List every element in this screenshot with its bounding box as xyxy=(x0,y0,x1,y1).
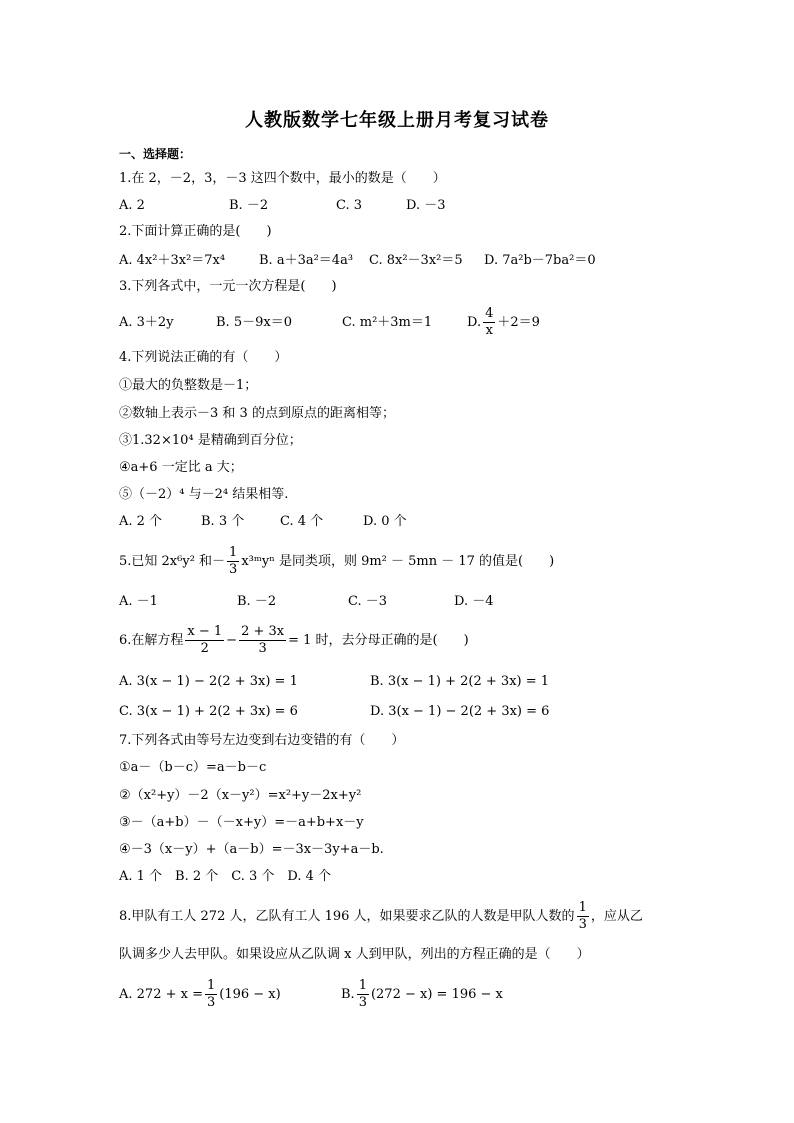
fraction: $\frac{2 + 3x}{3}$ xyxy=(241,624,285,656)
option-b[interactable]: B. a＋3a²＝4a³ xyxy=(259,253,354,268)
option-a[interactable]: A. 2 个 xyxy=(119,514,163,529)
option-b[interactable]: B. $\frac{1}{3}$ (272 − x) = 196 − x xyxy=(341,978,503,1010)
question-1-options xyxy=(119,198,446,214)
question-3-stem: 3.下列各式中，一元一次方程是( ) xyxy=(119,279,337,294)
fraction: $\frac{1}{3}$ xyxy=(358,978,367,1010)
option-c[interactable]: C. m²＋3m＝1 xyxy=(342,315,433,330)
option-d[interactable]: D. 3(x − 1) − 2(2 + 3x) = 6 xyxy=(370,704,550,719)
option-d[interactable]: D. 7a²b－7ba²＝0 xyxy=(484,253,596,268)
option-a[interactable]: A. 3＋2y xyxy=(119,315,174,330)
statement-3: ③－（a+b）－（－x+y）=－a+b+x－y xyxy=(119,815,364,830)
option-d[interactable]: D. －3 xyxy=(406,198,446,213)
option-b[interactable]: B. 3 个 xyxy=(201,514,245,529)
fraction: $\frac{1}{3}$ xyxy=(578,900,587,932)
question-3-options xyxy=(119,306,540,339)
question-6-stem: 6.在解方程 $\frac{x - 1}{2}$ − $\frac{2 + 3x}{3}$ = 1 时，去分母正确的是( ) xyxy=(119,624,469,656)
statement-5: ⑤（－2）⁴ 与－2⁴ 结果相等. xyxy=(119,487,289,502)
question-4-stem: 4.下列说法正确的有（ ） xyxy=(119,350,288,365)
question-7-options[interactable]: A. 1 个 B. 2 个 C. 3 个 D. 4 个 xyxy=(119,869,332,884)
option-b[interactable]: B. －2 xyxy=(237,594,277,609)
page-title: 人教版数学七年级上册月考复习试卷 xyxy=(245,110,549,131)
option-d[interactable]: D. 0 个 xyxy=(363,514,407,529)
question-8-stem-line-2: 队调多少人去甲队。如果设应从乙队调 x 人到甲队，列出的方程正确的是（ ） xyxy=(119,947,590,962)
option-b[interactable]: B. －2 xyxy=(229,198,269,213)
option-b[interactable]: B. 5－9x＝0 xyxy=(216,315,292,330)
question-4-options xyxy=(119,514,407,530)
question-2-stem: 2.下面计算正确的是( ) xyxy=(119,224,272,239)
option-d[interactable]: D. $\frac{4}{x}$ ＋2＝9 xyxy=(467,306,540,338)
section-heading: 一、选择题： xyxy=(119,147,192,161)
fraction: $\frac{1}{3}$ xyxy=(229,545,238,577)
statement-1: ①a－（b－c）=a－b－c xyxy=(119,760,267,775)
statement-4: ④a+6 一定比 a 大； xyxy=(119,460,243,475)
question-6-options-row-2 xyxy=(119,704,549,720)
option-a[interactable]: A. －1 xyxy=(119,594,158,609)
question-5-stem: 5.已知 2x⁶y² 和－ $\frac{1}{3}$ x³ᵐyⁿ 是同类项，则 9m² － 5mn － 17 的值是( ) xyxy=(119,545,555,577)
question-2-options xyxy=(119,253,596,269)
fraction: $\frac{1}{3}$ xyxy=(206,978,216,1010)
option-b[interactable]: B. 3(x − 1) + 2(2 + 3x) = 1 xyxy=(370,674,550,689)
option-d[interactable]: D. －4 xyxy=(454,594,494,609)
question-6-options-row-1 xyxy=(119,674,549,690)
statement-2: ②数轴上表示－3 和 3 的点到原点的距离相等； xyxy=(119,406,395,421)
question-1-stem: 1.在 2，－2，3，－3 这四个数中，最小的数是（ ） xyxy=(119,171,446,186)
fraction: $\frac{x - 1}{2}$ xyxy=(187,624,223,656)
statement-3: ③1.32×10⁴ 是精确到百分位； xyxy=(119,433,302,448)
statement-4: ④－3（x－y）+（a－b）=－3x－3y+a－b. xyxy=(119,842,384,857)
option-c[interactable]: C. －3 xyxy=(348,594,388,609)
question-5-options xyxy=(119,594,494,610)
statement-1: ①最大的负整数是－1； xyxy=(119,378,258,393)
option-c[interactable]: C. 3(x − 1) + 2(2 + 3x) = 6 xyxy=(119,704,298,719)
option-a[interactable]: A. 272 + x = $\frac{1}{3}$ (196 − x) xyxy=(119,978,281,1010)
option-c[interactable]: C. 4 个 xyxy=(280,514,324,529)
question-8-options xyxy=(119,978,503,1011)
option-a[interactable]: A. 2 xyxy=(119,198,145,213)
question-7-stem: 7.下列各式由等号左边变到右边变错的有（ ） xyxy=(119,733,405,748)
option-c[interactable]: C. 8x²－3x²＝5 xyxy=(369,253,463,268)
option-c[interactable]: C. 3 xyxy=(336,198,363,213)
option-a[interactable]: A. 3(x − 1) − 2(2 + 3x) = 1 xyxy=(119,674,298,689)
statement-2: ②（x²+y）－2（x－y²）=x²+y－2x+y² xyxy=(119,788,362,803)
fraction: $\frac{4}{x}$ xyxy=(485,306,494,338)
question-8-stem: 8.甲队有工人 272 人，乙队有工人 196 人，如果要求乙队的人数是甲队人数的 $\frac{1}{3}$ ，应从乙 xyxy=(119,900,643,932)
option-a[interactable]: A. 4x²＋3x²＝7x⁴ xyxy=(119,253,226,268)
